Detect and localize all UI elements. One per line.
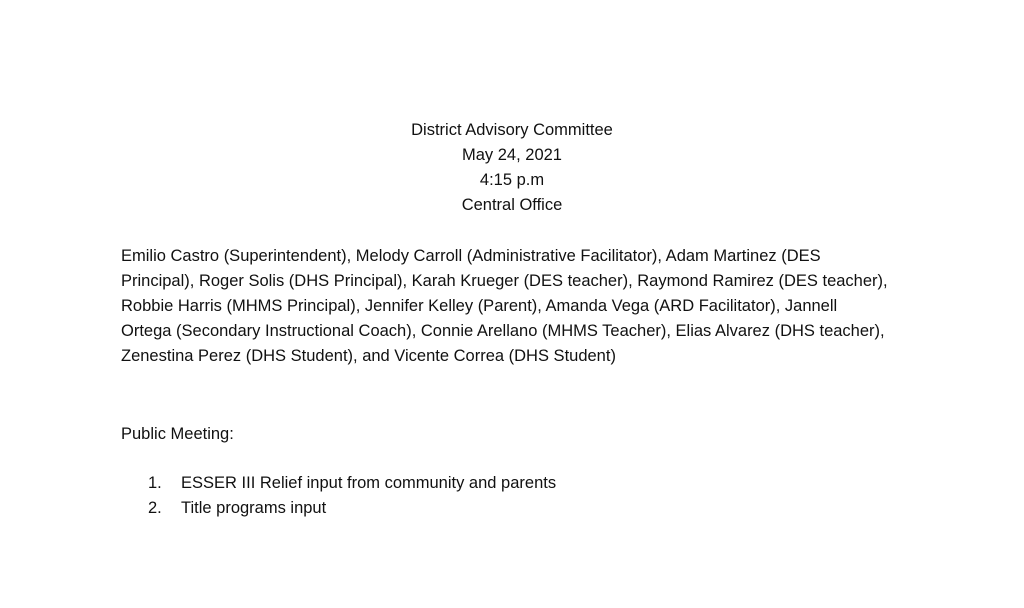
public-meeting-title: Public Meeting: <box>121 425 234 443</box>
agenda-item-text: ESSER III Relief input from community and parents <box>181 474 557 492</box>
meeting-header <box>0 118 1024 218</box>
agenda-item-text: Title programs input <box>181 499 327 517</box>
meeting-location: Central Office <box>461 196 563 214</box>
agenda-list <box>148 471 556 521</box>
agenda-item <box>148 471 556 496</box>
meeting-time: 4:15 p.m <box>479 171 545 189</box>
meeting-date: May 24, 2021 <box>462 146 562 164</box>
agenda-item <box>148 496 556 521</box>
agenda-item-number: 1. <box>148 474 162 492</box>
attendee-list: Emilio Castro (Superintendent), Melody Carroll (Administrative Facilitator), Adam Martinez (DES Principal), Roger Solis (DHS Principal), Karah Krueger (DES teacher), Raymond Ramirez (DES teacher), Robbie Harris (MHMS Principal), Jennifer Kelley (Parent), Amanda Vega (ARD Facilitator), Jannell Ortega (Secondary Instructional Coach), Connie Arellano (MHMS Teacher), Elias Alvarez (DHS teacher), Zenestina Perez (DHS Student), and Vicente Correa (DHS Student) <box>121 247 888 365</box>
committee-name: District Advisory Committee <box>411 121 613 139</box>
agenda-item-number: 2. <box>148 499 162 517</box>
